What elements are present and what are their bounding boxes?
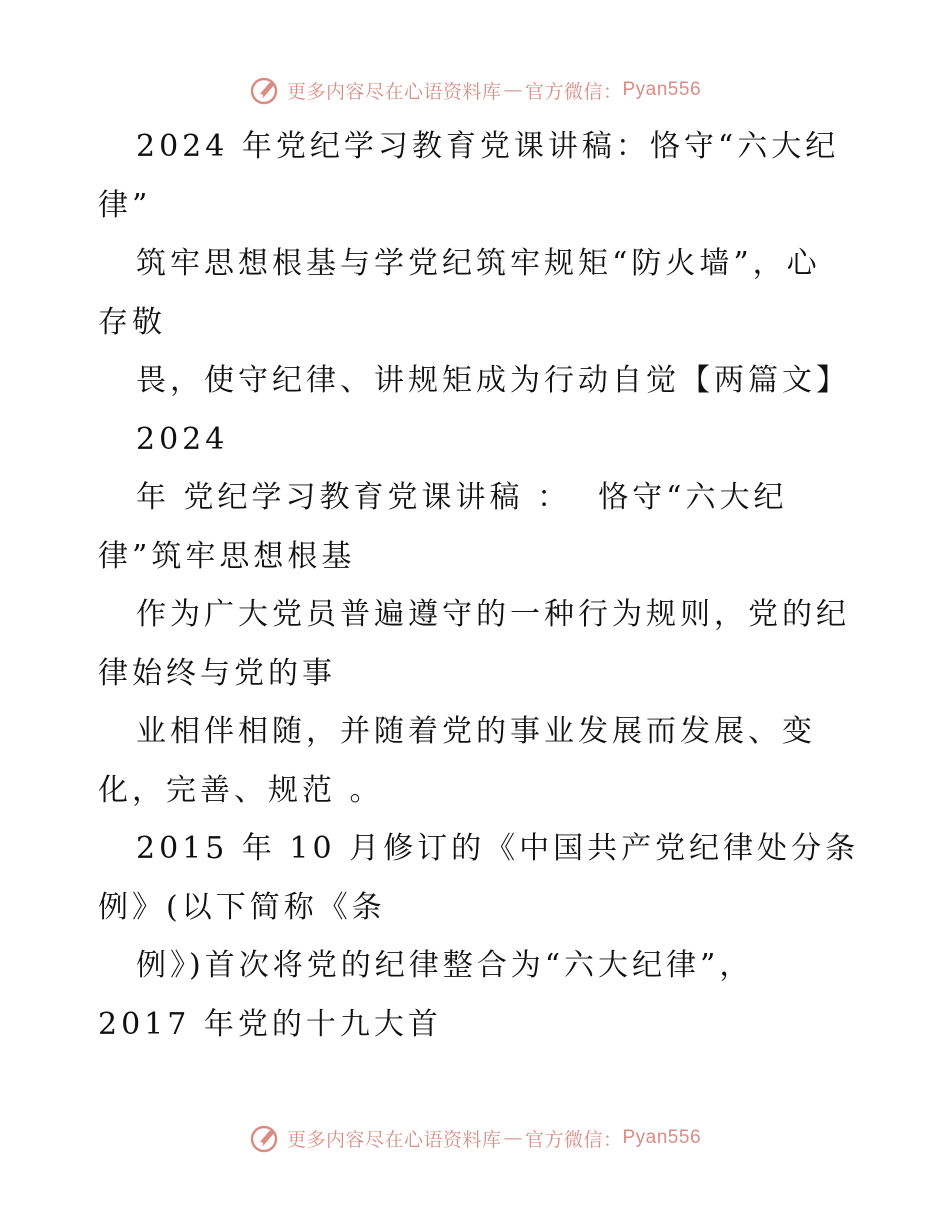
text-line: 畏，使守纪律、讲规矩成为行动自觉【两篇文】 xyxy=(136,363,850,398)
text-line: 律”筑牢思想根基 xyxy=(98,538,356,574)
text-line: 2015 年 10 月修订的《中国共产党纪律处分条 xyxy=(136,831,860,866)
watermark-text: 更多内容尽在心语资料库 xyxy=(286,1128,502,1151)
watermark-dash: — xyxy=(503,79,523,101)
pen-nib-circle-icon xyxy=(249,73,283,107)
text-line: 筑牢思想根基与学党纪筑牢规矩“防火墙”，心 xyxy=(136,246,821,281)
text-line: 2024 年党纪学习教育党课讲稿：恪守“六大纪 xyxy=(136,129,840,164)
text-line: 作为广大党员普遍遵守的一种行为规则，党的纪 xyxy=(136,597,850,632)
text-line: 2017 年党的十九大首 xyxy=(98,1006,442,1042)
watermark-wechat-label: 官方微信： xyxy=(524,1128,623,1151)
text-line: 例》(以下简称《条 xyxy=(98,889,386,925)
document-body xyxy=(98,118,858,1054)
text-line: 年 党纪学习教育党课讲稿 ： 恪守“六大纪 xyxy=(136,480,788,515)
text-line: 化，完善、规范 。 xyxy=(98,772,384,808)
text-line: 律” xyxy=(98,187,152,223)
text-line: 律始终与党的事 xyxy=(98,655,336,691)
pen-nib-circle-icon xyxy=(249,1121,283,1155)
watermark-dash: — xyxy=(503,1127,523,1149)
footer-watermark xyxy=(0,1118,950,1158)
watermark-wechat-id: Pyan556 xyxy=(622,79,702,100)
text-line: 业相伴相随，并随着党的事业发展而发展、变 xyxy=(136,714,816,749)
text-line: 存敬 xyxy=(98,304,166,340)
text-line: 2024 xyxy=(136,421,229,457)
text-line: 例》)首次将党的纪律整合为“六大纪律”， xyxy=(136,948,754,983)
watermark-wechat-label: 官方微信： xyxy=(524,80,623,103)
watermark-wechat-id: Pyan556 xyxy=(622,1127,702,1148)
header-watermark xyxy=(0,70,950,110)
watermark-text: 更多内容尽在心语资料库 xyxy=(286,80,502,103)
